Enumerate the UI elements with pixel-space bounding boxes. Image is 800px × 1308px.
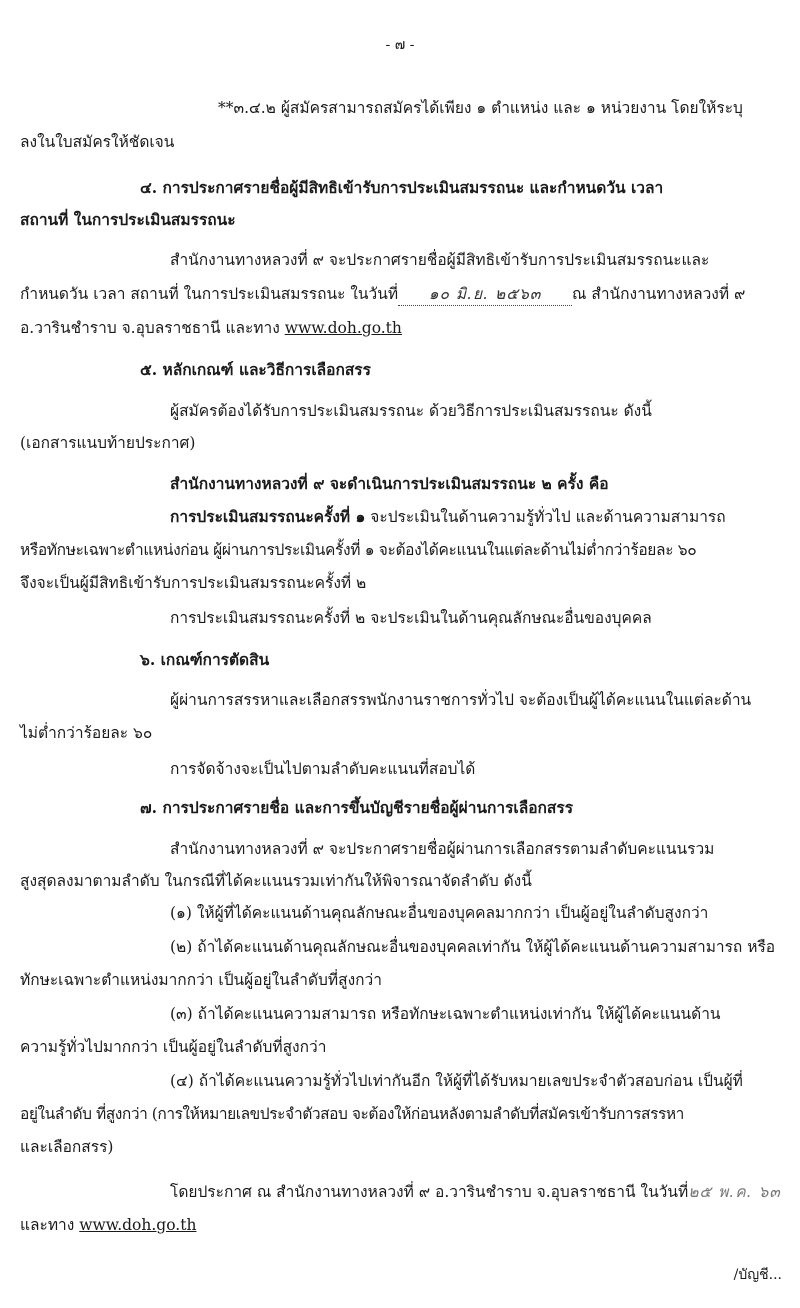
- section7-heading: ๗. การประกาศรายชื่อ และการขึ้นบัญชีรายชื่อผู้ผ่านการเลือกสรร: [140, 798, 574, 817]
- closing-line1-start: โดยประกาศ ณ สำนักงานทางหลวงที่ ๙ อ.วารินชำราบ จ.อุบลราชธานี ในวันที่: [170, 1183, 689, 1201]
- section4-para-line3-start: อ.วารินชำราบ จ.อุบลราชธานี และทาง: [20, 319, 280, 337]
- section5-round1-title: การประเมินสมรรถนะครั้งที่ ๑: [170, 507, 366, 526]
- section6-para-line3: การจัดจ้างจะเป็นไปตามลำดับคะแนนที่สอบได้: [170, 760, 476, 778]
- section5-heading: ๕. หลักเกณฑ์ และวิธีการเลือกสรร: [140, 360, 371, 379]
- section5-round1-line2: หรือทักษะเฉพาะตำแหน่งก่อน ผู้ผ่านการประเมินครั้งที่ ๑ จะต้องได้คะแนนในแต่ละด้านไม่ต่ำกว่าร้อยละ ๖๐: [20, 541, 697, 559]
- section4-para-line1: สำนักงานทางหลวงที่ ๙ จะประกาศรายชื่อผู้มีสิทธิเข้ารับการประเมินสมรรถนะและ: [170, 251, 710, 269]
- section4-para-line3: [20, 317, 402, 339]
- closing-line2: [20, 1214, 196, 1236]
- continuation-reference: /บัญชี...: [733, 1267, 782, 1283]
- section4-heading-line1: ๔. การประกาศรายชื่อผู้มีสิทธิเข้ารับการประเมินสมรรถนะ และกำหนดวัน เวลา: [140, 178, 664, 197]
- announcement-date-fill: ๑๐ มิ.ย. ๒๕๖๓: [398, 283, 572, 306]
- doh-website-link[interactable]: www.doh.go.th: [284, 319, 402, 337]
- section5-round2: การประเมินสมรรถนะครั้งที่ ๒ จะประเมินในด้านคุณลักษณะอื่นของบุคคล: [170, 609, 652, 627]
- section4-para-line2-start: กำหนดวัน เวลา สถานที่ ในการประเมินสมรรถนะ ในวันที่: [20, 285, 399, 303]
- section7-item4-line1: (๔) ถ้าได้คะแนนความรู้ทั่วไปเท่ากันอีก ให้ผู้ที่ได้รับหมายเลขประจำตัวสอบก่อน เป็นผู้ที่: [170, 1072, 743, 1090]
- section7-item1: (๑) ให้ผู้ที่ได้คะแนนด้านคุณลักษณะอื่นของบุคคลมากกว่า เป็นผู้อยู่ในลำดับสูงกว่า: [170, 904, 709, 922]
- section7-item4-line2: อยู่ในลำดับ ที่สูงกว่า (การให้หมายเลขประจำตัวสอบ จะต้องให้ก่อนหลังตามลำดับที่สมัครเข้ารับการสรรหา: [20, 1105, 684, 1123]
- section7-item3-line2: ความรู้ทั่วไปมากกว่า เป็นผู้อยู่ในลำดับที่สูงกว่า: [20, 1038, 327, 1056]
- section4-para-line2-end: ณ สำนักงานทางหลวงที่ ๙: [572, 285, 746, 303]
- section7-item2-line1: (๒) ถ้าได้คะแนนด้านคุณลักษณะอื่นของบุคคลเท่ากัน ให้ผู้ได้คะแนนด้านความสามารถ หรือ: [170, 938, 776, 956]
- section4-para-line2: [20, 283, 745, 306]
- section7-item4-line3: และเลือกสรร): [20, 1138, 114, 1156]
- closing-line2-start: และทาง: [20, 1216, 75, 1234]
- closing-line1: [170, 1181, 781, 1203]
- note-342-line1: **๓.๔.๒ ผู้สมัครสามารถสมัครได้เพียง ๑ ตำแหน่ง และ ๑ หน่วยงาน โดยให้ระบุ: [218, 99, 743, 117]
- note-342-line2: ลงในใบสมัครให้ชัดเจน: [20, 133, 175, 151]
- doh-website-link-closing[interactable]: www.doh.go.th: [79, 1216, 197, 1234]
- closing-date-fill: ๒๕ พ.ค. ๖๓: [688, 1183, 781, 1201]
- section4-heading-line2: สถานที่ ในการประเมินสมรรถนะ: [20, 210, 236, 229]
- section6-para-line2: ไม่ต่ำกว่าร้อยละ ๖๐: [20, 724, 153, 742]
- section5-sub-bold: สำนักงานทางหลวงที่ ๙ จะดำเนินการประเมินสมรรถนะ ๒ ครั้ง คือ: [170, 474, 609, 493]
- section5-round1-line1: [170, 506, 726, 528]
- section5-round1-rest: จะประเมินในด้านความรู้ทั่วไป และด้านความสามารถ: [365, 508, 726, 526]
- section7-item2-line2: ทักษะเฉพาะตำแหน่งมากกว่า เป็นผู้อยู่ในลำดับที่สูงกว่า: [20, 971, 382, 989]
- section7-para-line1: สำนักงานทางหลวงที่ ๙ จะประกาศรายชื่อผู้ผ่านการเลือกสรรตามลำดับคะแนนรวม: [170, 840, 715, 858]
- section5-round1-line3: จึงจะเป็นผู้มีสิทธิเข้ารับการประเมินสมรรถนะครั้งที่ ๒: [20, 574, 367, 592]
- section5-para-line2: (เอกสารแนบท้ายประกาศ): [20, 434, 196, 452]
- section7-para-line2: สูงสุดลงมาตามลำดับ ในกรณีที่ได้คะแนนรวมเท่ากันให้พิจารณาจัดลำดับ ดังนี้: [20, 872, 532, 890]
- page-number: - ๗ -: [385, 37, 415, 53]
- section6-para-line1: ผู้ผ่านการสรรหาและเลือกสรรพนักงานราชการทั่วไป จะต้องเป็นผู้ได้คะแนนในแต่ละด้าน: [170, 691, 752, 709]
- section5-para-line1: ผู้สมัครต้องได้รับการประเมินสมรรถนะ ด้วยวิธีการประเมินสมรรถนะ ดังนี้: [170, 402, 652, 420]
- section6-heading: ๖. เกณฑ์การตัดสิน: [140, 650, 270, 669]
- section7-item3-line1: (๓) ถ้าได้คะแนนความสามารถ หรือทักษะเฉพาะตำแหน่งเท่ากัน ให้ผู้ได้คะแนนด้าน: [170, 1005, 721, 1023]
